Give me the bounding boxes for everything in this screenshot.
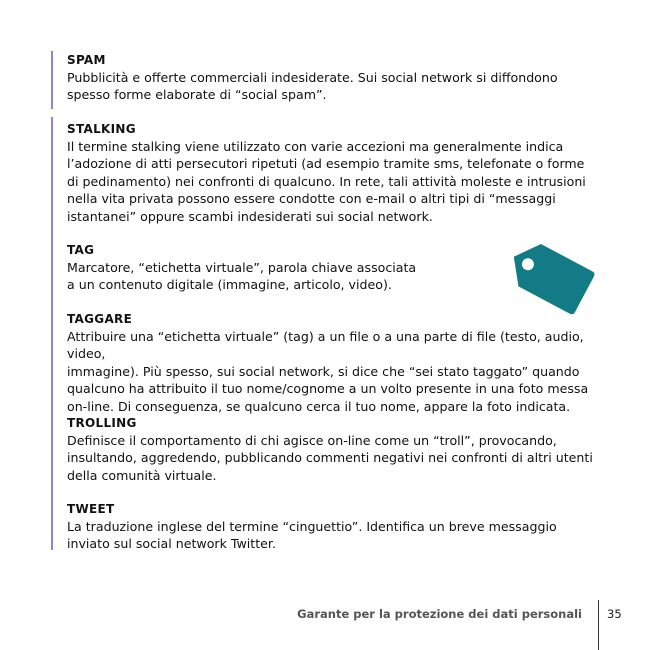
glossary-entry-trolling [67,415,607,484]
definition-taggare: Attribuire una “etichetta virtuale” (tag) a un file o a una parte di file (testo, audio, video, immagine). Più spesso, sui social network, si dice che “sei stato taggato” quando qualcuno ha attribuito il tuo nome/cognome a un volto presente in una foto messa on-line. Di conseguenza, se qualcuno cerca il tuo nome, appare la foto indicata. [67,329,589,414]
definition-trolling: Definisce il comportamento di chi agisce on-line come un “troll”, provocando, insultando, aggredendo, pubblicando commenti negativi nei confronti di altri utenti della comunità virtuale. [67,433,593,483]
glossary-entry-tweet [67,501,607,553]
definition-stalking: Il termine stalking viene utilizzato con varie accezioni ma generalmente indica l’adozione di atti persecutori ripetuti (ad esempio tramite sms, telefonate o forme di pedinamento) nei confronti di qualcuno. In rete, tali attività moleste e intrusioni nella vita privata possono essere condotte con e-mail o altri tipi di “messaggi istantanei” oppure scambi indesiderati sui social network. [67,139,586,224]
tag-icon [505,236,595,316]
term-spam: SPAM [67,53,106,67]
term-taggare: TAGGARE [67,312,133,326]
footer-publisher: Garante per la protezione dei dati personali [297,607,582,621]
page-number: 35 [607,607,622,621]
term-tag: TAG [67,243,95,257]
footer-divider [598,600,599,650]
definition-spam: Pubblicità e offerte commerciali indesiderate. Sui social network si diffondono spesso forme elaborate di “social spam”. [67,70,558,103]
accent-bar-spam [51,51,53,109]
definition-tag: Marcatore, “etichetta virtuale”, parola chiave associata a un contenuto digitale (immagine, articolo, video). [67,260,417,293]
term-stalking: STALKING [67,122,136,136]
definition-tweet: La traduzione inglese del termine “cinguettio”. Identifica un breve messaggio inviato sul social network Twitter. [67,519,557,552]
term-tweet: TWEET [67,502,115,516]
term-trolling: TROLLING [67,416,137,430]
glossary-entry-spam [67,52,607,104]
glossary-entry-taggare [67,311,607,415]
accent-bar-stalking [51,117,53,550]
glossary-entry-stalking [67,121,607,225]
